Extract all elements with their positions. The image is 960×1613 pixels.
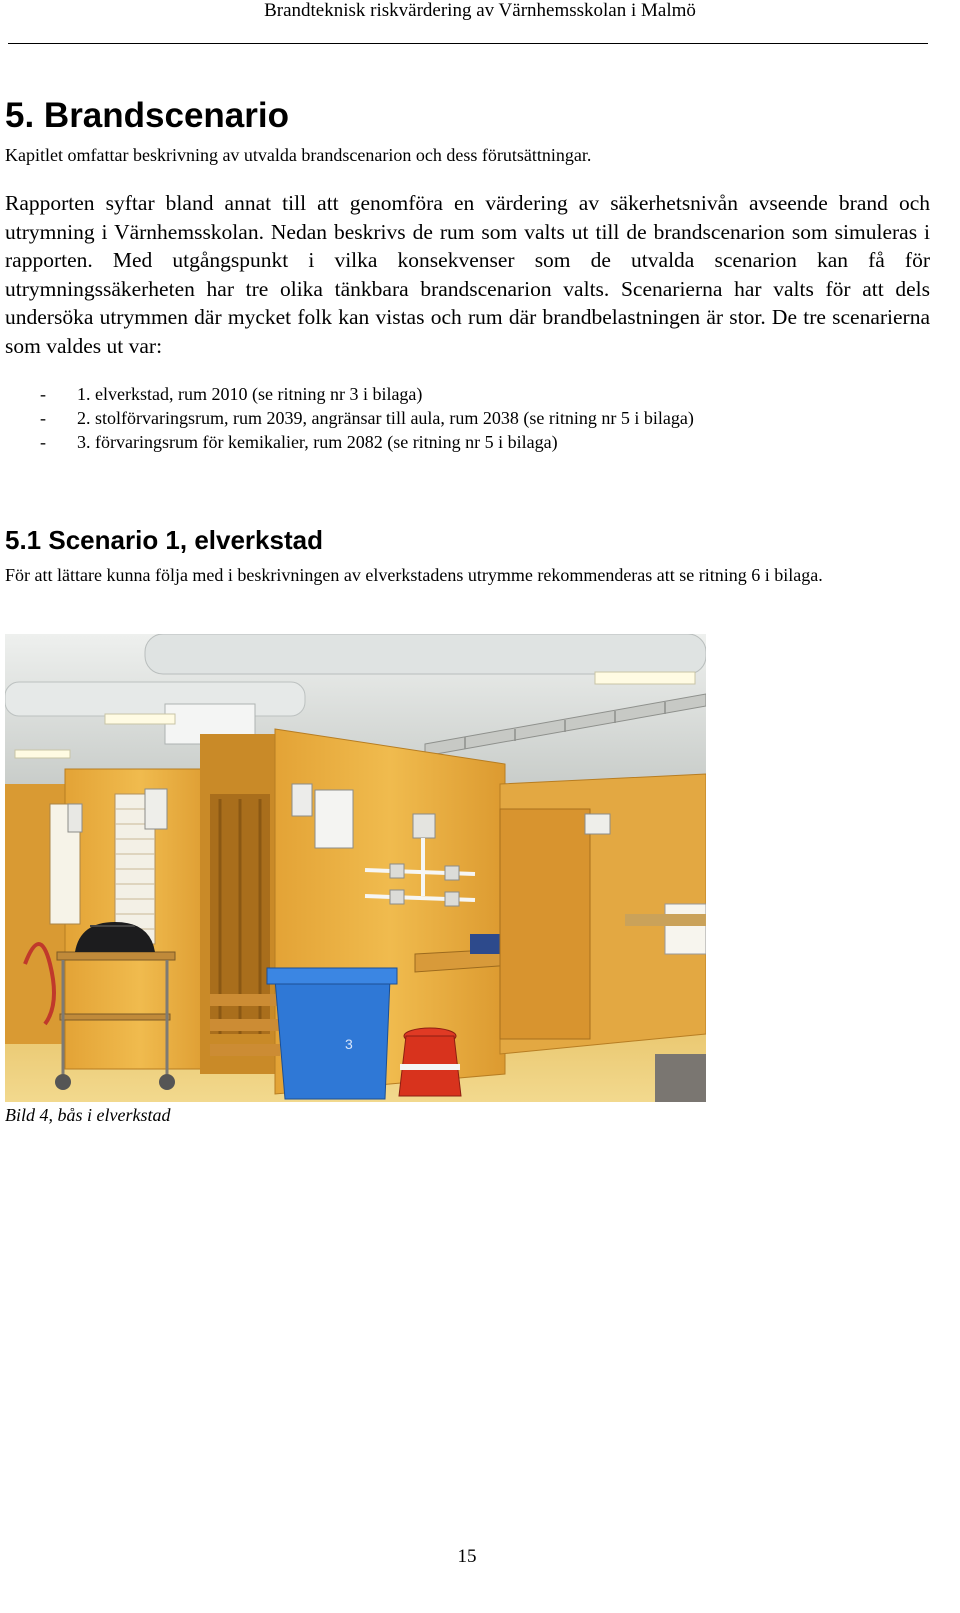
section-heading: 5. Brandscenario [5,96,289,135]
junction-box [413,814,435,838]
fuse-box [315,790,353,848]
list-item-text: 2. stolförvaringsrum, rum 2039, angränsar till aula, rum 2038 (se ritning nr 5 i bilaga) [77,408,694,428]
list-item [0,382,930,406]
red-step-stool [399,1028,461,1096]
running-header: Brandteknisk riskvärdering av Värnhemsskolan i Malmö [264,0,696,21]
page-number: 15 [457,1546,477,1567]
ventilation-duct [5,682,305,716]
electrical-panel [292,784,312,816]
equipment [655,1054,706,1102]
section-paragraph: Rapporten syftar bland annat till att genomföra en värdering av säkerhetsnivån avseende brand och utrymning i Värnhemsskolan. Nedan beskrivs de rum som valts ut till de brandscenarion som simuleras i rapporten. Med utgångspunkt i vilka konsekvenser som de utvalda scenarion kan få för utrymningssäkerheten har tre olika tänkbara brandscenarion valts. Scenarierna har valts för att dels undersöka utrymmen där mycket folk kan vistas och rum där brandbelastningen är stor. De tre scenarierna som valdes ut var: [5,191,930,358]
workshop-photo [5,634,706,1102]
section-intro: Kapitlet omfattar beskrivning av utvalda brandscenarion och dess förutsättningar. [5,145,592,165]
electrical-panel [585,814,610,834]
bin-label: 3 [345,1036,353,1052]
list-item-text: 1. elverkstad, rum 2010 (se ritning nr 3 i bilaga) [77,384,423,404]
workbench [625,914,706,926]
booth-door [500,809,590,1039]
subsection-heading: 5.1 Scenario 1, elverkstad [5,525,323,555]
list-item [0,430,930,454]
list-item-text: 3. förvaringsrum för kemikalier, rum 2082 (se ritning nr 5 i bilaga) [77,432,558,452]
header-rule [8,43,928,44]
list-dash: - [40,408,46,428]
ceiling-light [105,714,175,724]
list-item [0,406,930,430]
wooden-steps [210,994,280,1056]
list-dash: - [40,432,46,452]
papers [665,904,706,954]
list-dash: - [40,384,46,404]
scenario-list [0,382,930,454]
electrical-panel [68,804,82,832]
ventilation-duct [145,634,706,674]
electrical-panel [145,789,167,829]
ceiling-light [15,750,70,758]
figure-caption: Bild 4, bås i elverkstad [5,1105,171,1125]
blue-waste-bin [267,968,397,1099]
ceiling-light [595,672,695,684]
subsection-paragraph: För att lättare kunna följa med i beskrivningen av elverkstadens utrymme rekommenderas att se ritning 6 i bilaga. [5,565,823,585]
